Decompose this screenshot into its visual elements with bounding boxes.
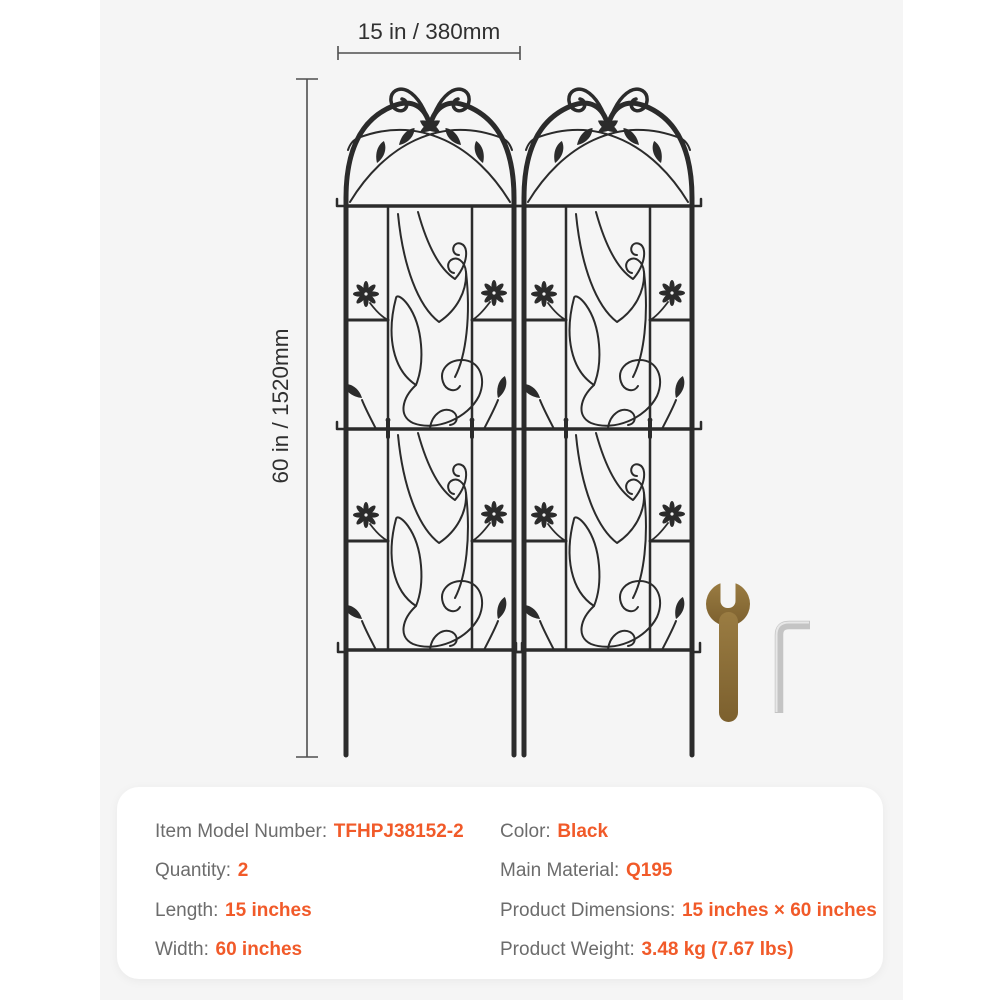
- spec-value: 2: [237, 860, 249, 882]
- spec-label: Main Material:: [500, 860, 620, 882]
- spec-value: 15 inches × 60 inches: [681, 899, 877, 921]
- spec-value: TFHPJ38152-2: [333, 820, 464, 842]
- spec-column-left: [155, 812, 464, 970]
- spec-value: 3.48 kg (7.67 lbs): [641, 939, 794, 961]
- spec-column-right: [500, 812, 877, 970]
- spec-label: Product Weight:: [500, 939, 635, 961]
- spec-label: Product Dimensions:: [500, 899, 676, 921]
- spec-row-width: [155, 931, 464, 971]
- spec-row-quantity: [155, 852, 464, 892]
- spec-label: Quantity:: [155, 860, 232, 882]
- height-dimension-line: [296, 79, 318, 757]
- spec-row-weight: [500, 931, 877, 971]
- spec-value: Q195: [625, 860, 673, 882]
- spec-row-dimensions: [500, 891, 877, 931]
- spec-card: [117, 787, 883, 979]
- spec-label: Width:: [155, 939, 209, 961]
- spec-label: Item Model Number:: [155, 820, 328, 842]
- width-dimension-line: [338, 46, 520, 60]
- trellis-panel-left: [337, 89, 523, 755]
- spec-row-length: [155, 891, 464, 931]
- height-dimension-label: 60 in / 1520mm: [268, 328, 293, 484]
- wrench-icon: [706, 576, 750, 722]
- trellis-panel-right: [515, 89, 701, 755]
- spec-value: 60 inches: [215, 939, 303, 961]
- spec-row-color: [500, 812, 877, 852]
- spec-row-material: [500, 852, 877, 892]
- spec-value: Black: [557, 820, 609, 842]
- width-dimension-label: 15 in / 380mm: [357, 19, 501, 44]
- spec-value: 15 inches: [225, 899, 312, 921]
- spec-label: Color:: [500, 820, 551, 842]
- hex-key-icon: [777, 623, 811, 714]
- spec-label: Length:: [155, 899, 219, 921]
- spec-row-model: [155, 812, 464, 852]
